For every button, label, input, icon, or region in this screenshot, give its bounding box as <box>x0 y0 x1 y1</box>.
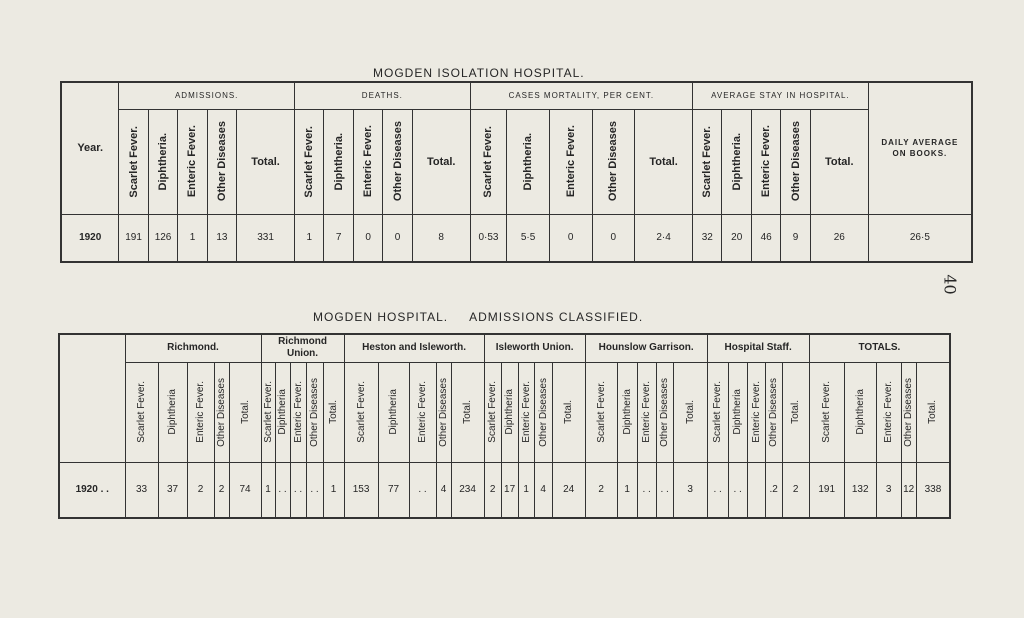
col-diphtheria: Diphtheria <box>388 389 400 435</box>
col-diphtheria: Diphtheria. <box>730 132 743 191</box>
col-scarlet-fever: Scarlet Fever. <box>487 381 499 443</box>
col-total: Total. <box>412 109 470 214</box>
col-enteric-fever: Enteric Fever. <box>641 381 653 443</box>
col-other-diseases: Other Diseases <box>215 121 228 202</box>
col-enteric-fever: Enteric Fever. <box>883 381 895 443</box>
cell: 2 <box>214 462 229 518</box>
col-other-diseases: Other Diseases <box>789 121 802 202</box>
hospital-staff-header: Hospital Staff. <box>707 334 809 362</box>
cell: 0 <box>383 214 412 262</box>
col-total: Total. <box>563 400 575 424</box>
col-other-diseases: Other Diseases <box>309 377 321 447</box>
cell: .2 <box>765 462 782 518</box>
col-other-diseases: Other Diseases <box>607 121 620 202</box>
cell: . . <box>290 462 306 518</box>
cell: 2 <box>782 462 809 518</box>
cell: 24 <box>552 462 585 518</box>
cell: . . <box>707 462 728 518</box>
cell: 37 <box>158 462 187 518</box>
cell: 17 <box>501 462 518 518</box>
isolation-hospital-table <box>60 81 973 263</box>
col-diphtheria: Diphtheria <box>732 389 744 435</box>
col-total: Total. <box>684 400 696 424</box>
cell: 2 <box>585 462 617 518</box>
cell: 1 <box>323 462 344 518</box>
col-other-diseases: Other Diseases <box>438 377 450 447</box>
col-other-diseases: Other Diseases <box>216 377 227 447</box>
deaths-header: DEATHS. <box>295 82 471 109</box>
col-enteric-fever: Enteric Fever. <box>417 381 429 443</box>
col-other-diseases: Other Diseases <box>537 377 549 447</box>
cell: . . <box>637 462 656 518</box>
col-total: Total. <box>635 109 693 214</box>
cell: 4 <box>534 462 552 518</box>
cell: 13 <box>207 214 236 262</box>
cell: 8 <box>412 214 470 262</box>
col-enteric-fever: Enteric Fever. <box>292 381 304 443</box>
col-total: Total. <box>237 109 295 214</box>
col-enteric-fever: Enteric Fever. <box>564 125 577 198</box>
cell: 0 <box>592 214 635 262</box>
cell: 9 <box>781 214 810 262</box>
col-scarlet-fever: Scarlet Fever. <box>701 125 714 198</box>
cell: 12 <box>901 462 916 518</box>
table1-title: MOGDEN ISOLATION HOSPITAL. <box>373 66 585 80</box>
col-scarlet-fever: Scarlet Fever. <box>136 381 147 443</box>
cell: 1 <box>178 214 207 262</box>
col-scarlet-fever: Scarlet Fever. <box>482 125 495 198</box>
cell: 153 <box>344 462 378 518</box>
year-header: Year. <box>61 82 119 214</box>
col-total: Total. <box>239 400 251 424</box>
col-total: Total. <box>462 400 474 424</box>
cell: 3 <box>673 462 707 518</box>
col-diphtheria: Diphtheria. <box>157 132 170 191</box>
cell: 1 <box>617 462 637 518</box>
cell: 4 <box>436 462 451 518</box>
col-enteric-fever: Enteric Fever. <box>750 381 762 443</box>
cell: 7 <box>324 214 353 262</box>
col-diphtheria: Diphtheria. <box>522 132 535 191</box>
col-scarlet-fever: Scarlet Fever. <box>262 381 274 443</box>
cell: 2 <box>484 462 501 518</box>
cell: 1 <box>261 462 275 518</box>
col-scarlet-fever: Scarlet Fever. <box>712 381 724 443</box>
cell: 77 <box>378 462 409 518</box>
cell: 338 <box>916 462 950 518</box>
totals-header: TOTALS. <box>809 334 950 362</box>
cell: 0·53 <box>470 214 507 262</box>
cell: . . <box>275 462 290 518</box>
col-scarlet-fever: Scarlet Fever. <box>355 381 367 443</box>
col-diphtheria: Diphtheria <box>621 389 633 435</box>
row-year: 1920 . . <box>59 462 125 518</box>
cell: 191 <box>119 214 148 262</box>
col-enteric-fever: Enteric Fever. <box>186 125 199 198</box>
col-diphtheria: Diphtheria <box>504 389 516 435</box>
richmond-header: Richmond. <box>125 334 261 362</box>
row-year: 1920 <box>61 214 119 262</box>
cell: 191 <box>809 462 844 518</box>
isleworth-union-header: Isleworth Union. <box>484 334 585 362</box>
cell <box>747 462 765 518</box>
cell: . . <box>306 462 323 518</box>
daily-average-header: DAILY AVERAGE ON BOOKS. <box>868 82 972 214</box>
cell: . . <box>728 462 747 518</box>
col-enteric-fever: Enteric Fever. <box>520 381 532 443</box>
table-row <box>59 462 950 518</box>
col-enteric-fever: Enteric Fever. <box>760 125 773 198</box>
col-total: Total. <box>790 400 802 424</box>
cell: 26 <box>810 214 868 262</box>
cell: 2·4 <box>635 214 693 262</box>
col-other-diseases: Other Diseases <box>768 377 780 447</box>
admissions-header: ADMISSIONS. <box>119 82 295 109</box>
cell: 20 <box>722 214 751 262</box>
cell: 5·5 <box>507 214 550 262</box>
cell: . . <box>656 462 673 518</box>
col-enteric-fever: Enteric Fever. <box>362 125 375 198</box>
cell: 26·5 <box>868 214 972 262</box>
cell: 46 <box>751 214 780 262</box>
col-other-diseases: Other Diseases <box>659 377 671 447</box>
cell: 33 <box>125 462 158 518</box>
col-diphtheria: Diphtheria <box>167 389 178 435</box>
average-stay-header: AVERAGE STAY IN HOSPITAL. <box>693 82 869 109</box>
col-diphtheria: Diphtheria <box>854 389 866 435</box>
cell: 3 <box>876 462 901 518</box>
hounslow-garrison-header: Hounslow Garrison. <box>585 334 707 362</box>
page-number: 40 <box>940 274 960 295</box>
col-enteric-fever: Enteric Fever. <box>195 381 206 443</box>
cell: 1 <box>295 214 324 262</box>
mortality-header: CASES MORTALITY, PER CENT. <box>470 82 692 109</box>
table-row <box>61 214 972 262</box>
cell: 1 <box>518 462 534 518</box>
col-other-diseases: Other Diseases <box>903 377 915 447</box>
col-scarlet-fever: Scarlet Fever. <box>595 381 607 443</box>
col-total: Total. <box>927 400 939 424</box>
table2-title: MOGDEN HOSPITAL. ADMISSIONS CLASSIFIED. <box>313 310 644 324</box>
cell: 132 <box>844 462 876 518</box>
col-total: Total. <box>810 109 868 214</box>
admissions-classified-table <box>58 333 951 519</box>
cell: 234 <box>451 462 484 518</box>
cell: . . <box>409 462 436 518</box>
cell: 0 <box>353 214 382 262</box>
cell: 32 <box>693 214 722 262</box>
richmond-union-header: Richmond Union. <box>261 334 344 362</box>
col-scarlet-fever: Scarlet Fever. <box>303 125 316 198</box>
cell: 126 <box>148 214 177 262</box>
col-diphtheria: Diphtheria. <box>332 132 345 191</box>
cell: 331 <box>237 214 295 262</box>
col-total: Total. <box>328 400 340 424</box>
col-scarlet-fever: Scarlet Fever. <box>821 381 833 443</box>
cell: 0 <box>549 214 592 262</box>
col-diphtheria: Diphtheria <box>277 389 289 435</box>
cell: 74 <box>229 462 261 518</box>
cell: 2 <box>187 462 214 518</box>
col-scarlet-fever: Scarlet Fever. <box>127 125 140 198</box>
col-other-diseases: Other Diseases <box>391 121 404 202</box>
heston-isleworth-header: Heston and Isleworth. <box>344 334 484 362</box>
